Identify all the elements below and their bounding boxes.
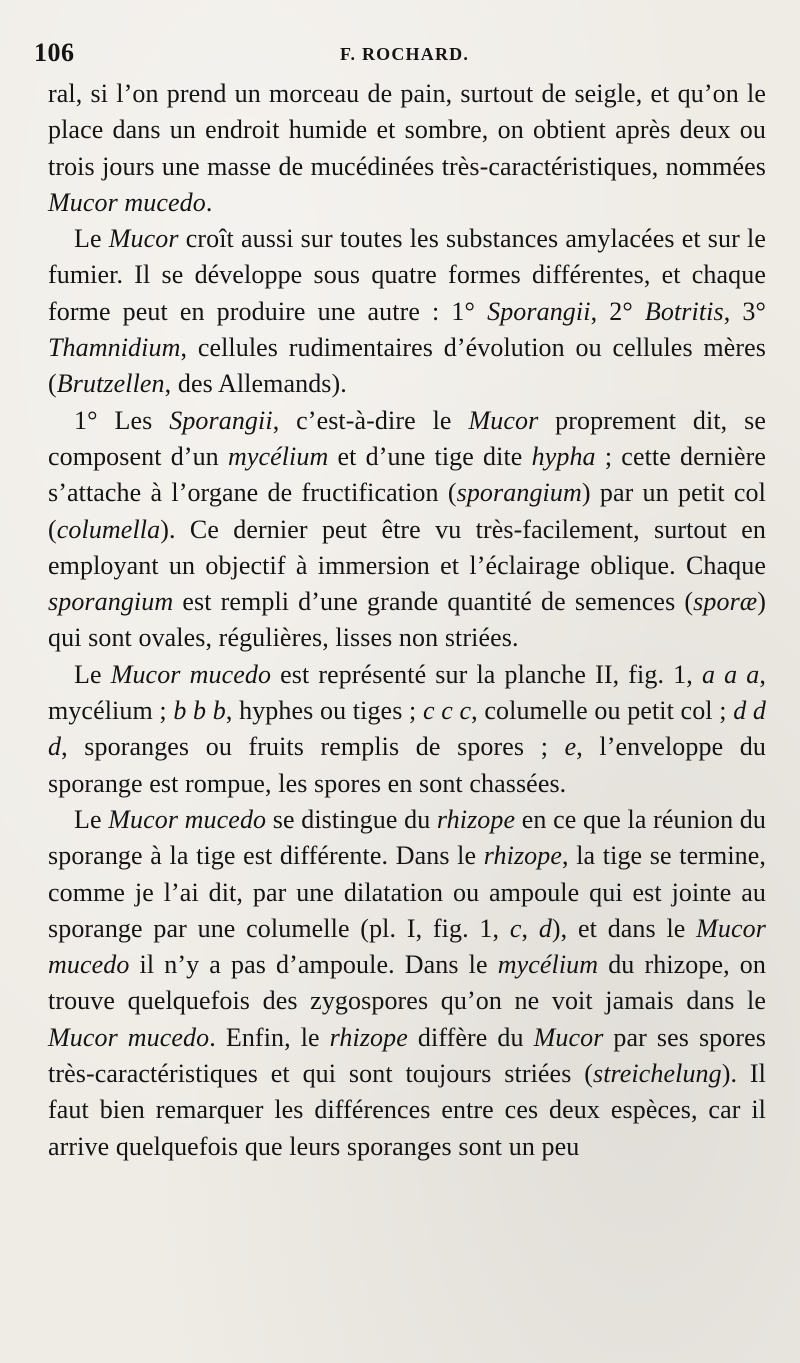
text-segment: 1° Les xyxy=(74,405,170,435)
italic-text-segment: rhizope xyxy=(483,841,562,871)
paragraph-1 xyxy=(48,76,766,221)
text-segment: , 3° xyxy=(723,296,766,326)
italic-text-segment: Mucor mucedo xyxy=(48,1022,210,1052)
text-segment: il n’y a pas d’ampoule. Dans le xyxy=(129,950,498,980)
text-segment: par ses spores très-caractéristiques et qui sont toujours striées ( xyxy=(48,1022,766,1089)
italic-text-segment: Mucor xyxy=(108,224,179,254)
text-segment: , hyphes ou tiges ; xyxy=(225,696,423,726)
italic-text-segment: mycélium xyxy=(227,441,329,471)
italic-text-segment: hypha xyxy=(531,441,596,471)
text-segment: , des Allemands). xyxy=(164,369,347,399)
paragraph-2 xyxy=(48,221,766,402)
paragraph-5 xyxy=(48,802,766,1165)
text-segment: , sporanges ou fruits remplis de spores ; xyxy=(61,732,565,762)
text-segment: et d’une tige dite xyxy=(328,441,532,471)
italic-text-segment: a a a xyxy=(701,659,760,689)
text-segment: ) qui sont ovales, régulières, lisses non striées. xyxy=(48,587,766,653)
italic-text-segment: sporangium xyxy=(456,478,582,508)
text-segment: ; cette dernière s’attache à l’organe de fructification ( xyxy=(48,441,766,508)
italic-text-segment: rhizope xyxy=(436,804,516,834)
page-number: 106 xyxy=(34,38,75,67)
italic-text-segment: c xyxy=(509,913,522,943)
italic-text-segment: Brutzellen xyxy=(56,369,165,399)
text-segment: ), et dans le xyxy=(551,913,697,943)
italic-text-segment: Mucor xyxy=(533,1022,604,1052)
italic-text-segment: Botritis xyxy=(644,296,724,326)
italic-text-segment: Mucor mucedo xyxy=(48,187,206,217)
text-segment: , cellules rudimentaires d’évolution ou cellules mères ( xyxy=(48,333,766,399)
text-segment: diffère du xyxy=(407,1022,534,1052)
text-segment: proprement dit, se composent d’un xyxy=(48,405,766,471)
italic-text-segment: Sporangii xyxy=(487,296,591,326)
italic-text-segment: sporæ xyxy=(693,587,758,617)
italic-text-segment: columella xyxy=(56,514,161,544)
running-head xyxy=(34,38,766,72)
text-segment: ). Ce dernier peut être vu très-facilement, surtout en employant un objectif à immersion et l’éclairage oblique. Chaque xyxy=(48,514,766,580)
italic-text-segment: rhizope xyxy=(329,1022,408,1052)
text-segment: Le xyxy=(74,224,109,254)
text-segment: . Enfin, le xyxy=(209,1022,330,1052)
text-segment: , xyxy=(521,913,539,943)
text-segment: , la tige se termine, comme je l’ai dit, par une dilatation ou ampoule qui est jointe au sporange par une columelle (pl. I, fig. 1, xyxy=(48,841,766,943)
text-segment: est représenté sur la planche II, fig. 1, xyxy=(271,659,702,689)
italic-text-segment: b b b xyxy=(173,696,226,726)
text-segment: se distingue du xyxy=(266,804,437,834)
text-segment: , l’enveloppe du sporange est rompue, les spores en sont chassées. xyxy=(48,732,766,798)
text-segment: , mycélium ; xyxy=(48,659,766,726)
text-segment: ) par un petit col ( xyxy=(48,478,766,544)
text-segment: Le xyxy=(74,659,111,689)
italic-text-segment: Mucor mucedo xyxy=(48,913,766,980)
text-segment: ral, si l’on prend un morceau de pain, surtout de seigle, et qu’on le place dans un endroit humide et sombre, on obtient après deux ou trois jours une masse de mucédinées très-caractéristiques, nommées xyxy=(48,79,766,181)
italic-text-segment: Mucor mucedo xyxy=(110,659,272,689)
text-segment: . xyxy=(205,187,213,217)
text-segment: en ce que la réunion du sporange à la tige est différente. Dans le xyxy=(48,804,767,871)
text-segment: croît aussi sur toutes les substances amylacées et sur le fumier. Il se développe sous quatre formes différentes, et chaque forme peut en produire une autre : 1° xyxy=(48,224,766,326)
text-segment: du rhizope, on trouve quelquefois des zygospores qu’on ne voit jamais dans le xyxy=(48,950,766,1016)
italic-text-segment: d xyxy=(538,913,552,943)
italic-text-segment: Sporangii xyxy=(169,405,273,435)
italic-text-segment: sporangium xyxy=(48,587,174,617)
paragraph-3 xyxy=(48,403,766,657)
text-segment: , 2° xyxy=(590,296,645,326)
text-segment: ). Il faut bien remarquer les différences entre ces deux espèces, car il arrive quelquefois que leurs sporanges sont un peu xyxy=(48,1059,766,1161)
italic-text-segment: e xyxy=(564,732,577,762)
italic-text-segment: Mucor xyxy=(468,405,539,435)
text-segment: , columelle ou petit col ; xyxy=(471,696,734,726)
text-segment: est rempli d’une grande quantité de semences ( xyxy=(173,587,694,617)
italic-text-segment: streichelung xyxy=(592,1059,722,1089)
text-segment: , c’est-à-dire le xyxy=(272,405,469,435)
italic-text-segment: Thamnidium xyxy=(48,333,181,363)
italic-text-segment: d d d xyxy=(48,696,767,762)
paragraph-4 xyxy=(48,657,766,802)
italic-text-segment: c c c xyxy=(422,696,472,726)
body-text xyxy=(48,76,766,1165)
italic-text-segment: Mucor mucedo xyxy=(108,804,267,834)
text-segment: Le xyxy=(74,804,109,834)
running-title: F. ROCHARD. xyxy=(340,44,470,64)
italic-text-segment: mycélium xyxy=(497,950,599,980)
